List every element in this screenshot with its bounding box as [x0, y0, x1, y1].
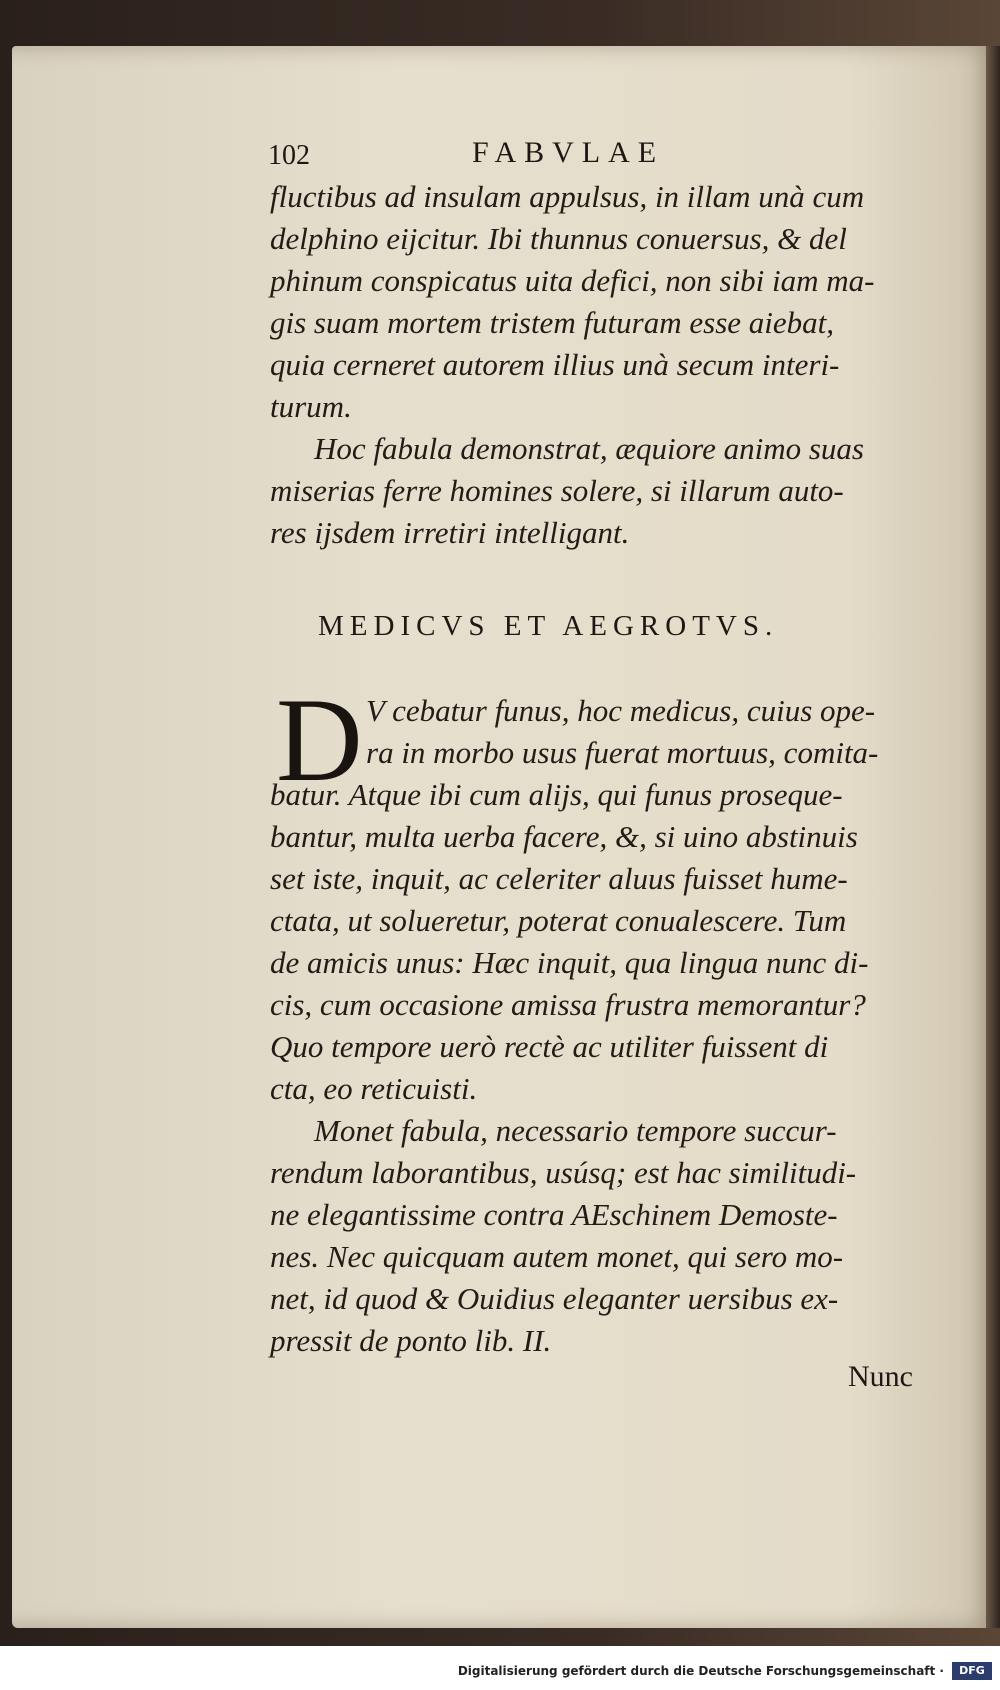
fable-body-text [270, 673, 930, 1362]
text-line: V cebatur funus, hoc medicus, cuius ope- [366, 693, 876, 728]
moral-line: rendum laborantibus, usúsq; est hac similitudi- [270, 1155, 857, 1190]
text-line: phinum conspicatus uita defici, non sibi iam ma- [270, 263, 875, 298]
dfg-logo-icon: DFG [952, 1662, 992, 1680]
moral-line: ne elegantissime contra AEschinem Demoste- [270, 1197, 838, 1232]
footer-bar [0, 1646, 1000, 1690]
moral-line: Hoc fabula demonstrat, æquiore animo suas [314, 431, 864, 466]
moral-line: res ijsdem irretiri intelligant. [270, 515, 630, 550]
text-line: set iste, inquit, ac celeriter aluus fuisset hume- [270, 861, 848, 896]
text-line: de amicis unus: Hæc inquit, qua lingua nunc di- [270, 945, 869, 980]
footer-credit: Digitalisierung gefördert durch die Deutsche Forschungsgemeinschaft · [457, 1664, 944, 1678]
text-line: delphino eijcitur. Ibi thunnus conuersus, & del [270, 221, 847, 256]
running-head: FABVLAE [472, 136, 665, 169]
text-line: ctata, ut solueretur, poterat conualescere. Tum [270, 903, 847, 938]
text-line: gis suam mortem tristem futuram esse aiebat, [270, 305, 835, 340]
text-line: quia cerneret autorem illius unà secum interi- [270, 347, 840, 382]
catchword: Nunc [848, 1360, 913, 1393]
text-line: batur. Atque ibi cum alijs, qui funus proseque- [270, 777, 843, 812]
text-line: cis, cum occasione amissa frustra memorantur? [270, 987, 866, 1022]
text-line: cta, eo reticuisti. [270, 1071, 478, 1106]
text-line: Quo tempore uerò rectè ac utiliter fuissent di [270, 1029, 829, 1064]
moral-line: Monet fabula, necessario tempore succur- [314, 1113, 837, 1148]
text-line: fluctibus ad insulam appulsus, in illam unà cum [270, 179, 865, 214]
text-line: bantur, multa uerba facere, &, si uino abstinuis [270, 819, 858, 854]
fable-title: MEDICVS ET AEGROTVS. [318, 610, 779, 642]
moral-line: pressit de ponto lib. II. [270, 1323, 552, 1358]
text-line: turum. [270, 389, 352, 424]
moral-line: miserias ferre homines solere, si illarum auto- [270, 473, 844, 508]
moral-line: net, id quod & Ouidius eleganter uersibus ex- [270, 1281, 839, 1316]
page-number: 102 [268, 140, 310, 171]
fable-end-text [270, 176, 930, 554]
moral-line: nes. Nec quicquam autem monet, qui sero mo- [270, 1239, 844, 1274]
drop-cap: D [276, 673, 363, 806]
text-line: ra in morbo usus fuerat mortuus, comita- [366, 735, 879, 770]
book-spine-edge [986, 46, 1000, 1628]
